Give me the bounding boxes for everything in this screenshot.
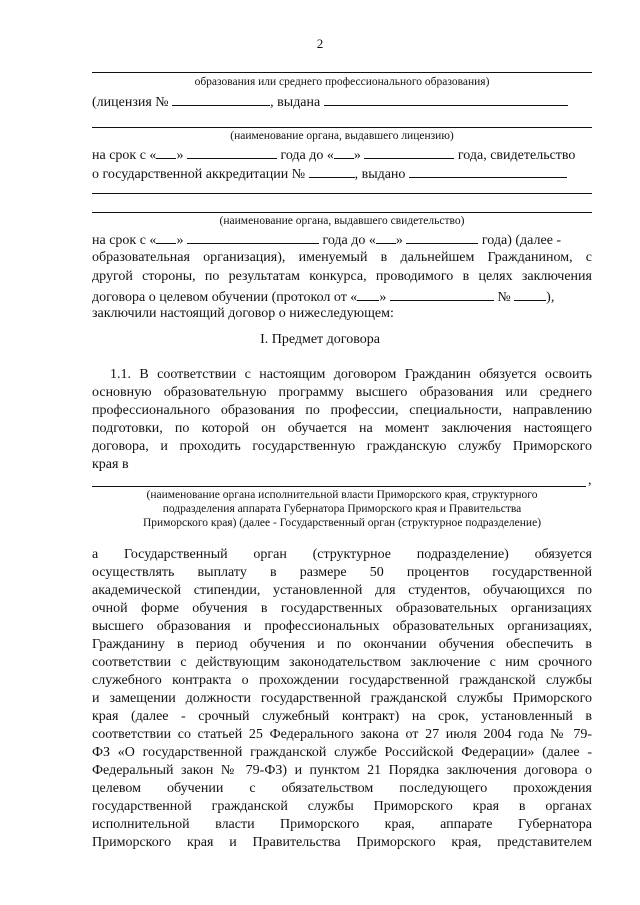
accreditation-number-field[interactable] [309, 164, 355, 178]
term-from-month-field[interactable] [187, 230, 319, 244]
caption-license-body: (наименование органа, выдавшего лицензию) [230, 130, 454, 142]
quote-close: » [176, 148, 184, 163]
term-to-label: года до « [280, 148, 334, 163]
body-line: служебного контракта о прохождении государственной гражданской службы [92, 673, 592, 688]
license-issuer-field[interactable] [324, 92, 568, 106]
body-line: ФЗ «О государственной гражданской службе Российской Федерации» (далее - [92, 745, 592, 760]
caption-authority-line: подразделения аппарата Губернатора Приморского края и Правительства [162, 503, 522, 515]
caption-authority-line: (наименование органа исполнительной власти Приморского края, структурного [146, 489, 538, 501]
body-line: целевом обучении с обязательством последующего прохождения [92, 781, 592, 796]
certificate-term-line [92, 230, 592, 250]
body-line: академической стипендии, установленной для студентов, обучающихся по [92, 583, 592, 598]
clause-line: основную образовательную программу высшего образования или среднего [92, 385, 592, 400]
body-line: высшего образования и профессиональных образовательных организациях, [92, 619, 592, 634]
clause-line-last: края в [92, 457, 129, 472]
body-line: государственной гражданской службы Приморского края в органах [92, 799, 592, 814]
accreditation-label: о государственной аккредитации № [92, 167, 306, 182]
license-issued: , выдана [270, 95, 321, 110]
term-to-month-field[interactable] [364, 145, 454, 159]
protocol-label: договора о целевом обучении (протокол от « [92, 290, 358, 305]
comma: , [588, 473, 592, 488]
quote-close: » [395, 233, 403, 248]
license-number-field[interactable] [172, 92, 270, 106]
body-line: Приморского края и Правительства Приморского края, представителем [92, 835, 592, 850]
accreditation-line [92, 164, 592, 184]
clause-line: 1.1. В соответствии с настоящим договором Гражданин обязуется освоить [110, 367, 592, 382]
body-line: Федеральный закон № 79-ФЗ) и пунктом 21 Порядка заключения договора о [92, 763, 592, 778]
term-to-month-field[interactable] [406, 230, 478, 244]
body-line: края (далее - срочный служебный контракт) на срок, установленный в [92, 709, 592, 724]
term-from-label: на срок с « [92, 148, 157, 163]
clause-line: профессионального образования по профессии, специальности, направлению [92, 403, 592, 418]
protocol-line [92, 287, 592, 307]
protocol-number-label: № [497, 290, 511, 305]
term-from-day-field[interactable] [156, 145, 176, 159]
body-line: Гражданину в период обучения и по окончании обучения обеспечить в [92, 637, 592, 652]
blank-line [92, 127, 592, 128]
body-line: исполнительной власти Приморского края, аппарате Губернатора [92, 817, 592, 832]
caption-cert-body: (наименование органа, выдавшего свидетельство) [219, 215, 465, 227]
license-prefix: (лицензия № [92, 95, 169, 110]
clause-line: подготовки, по которой он обучается на момент заключения настоящего [92, 421, 592, 436]
body-line: очной форме обучения в государственных образовательных организациях [92, 601, 592, 616]
quote-close: » [353, 148, 361, 163]
term-from-label: на срок с « [92, 233, 157, 248]
concluded-line: заключили настоящий договор о нижеследующем: [92, 306, 394, 321]
body-line: осуществлять выплату в размере 50 процентов государственной [92, 565, 592, 580]
quote-close: » [379, 290, 387, 305]
accreditation-issued: , выдано [354, 167, 406, 182]
blank-line [92, 72, 592, 73]
term-from-day-field[interactable] [156, 230, 176, 244]
body-line: соответствии с действующим законодательством заключение с ним срочного [92, 655, 592, 670]
term-to-day-field[interactable] [334, 145, 354, 159]
body-line: а Государственный орган (структурное подразделение) обязуется [92, 547, 592, 562]
clause-line: договора, и проходить государственную гражданскую службу Приморского [92, 439, 592, 454]
protocol-number-field[interactable] [514, 287, 546, 301]
caption-authority-line: Приморского края) (далее - Государственный орган (структурное подразделение) [142, 517, 542, 529]
intro-line: другой стороны, по результатам конкурса, проводимого в целях заключения [92, 269, 592, 284]
blank-line [92, 212, 592, 213]
hereinafter-label: года) (далее - [481, 233, 562, 248]
license-line [92, 92, 592, 112]
term-from-month-field[interactable] [187, 145, 277, 159]
blank-line [92, 193, 592, 194]
license-term-line [92, 145, 592, 165]
body-line: соответствии со статьей 25 Федерального закона от 27 июля 2004 года № 79- [92, 727, 592, 742]
caption-education: образования или среднего профессионального образования) [194, 76, 490, 88]
authority-blank-line[interactable] [92, 486, 586, 487]
body-line: и замещении должности государственной гражданской службы Приморского [92, 691, 592, 706]
protocol-day-field[interactable] [357, 287, 379, 301]
protocol-close: ), [546, 290, 555, 305]
term-to-day-field[interactable] [376, 230, 396, 244]
section-title: I. Предмет договора [260, 332, 380, 347]
page-number: 2 [316, 36, 324, 51]
quote-close: » [176, 233, 184, 248]
term-to-label: года до « [322, 233, 376, 248]
intro-line: образовательная организация), именуемый в дальнейшем Гражданином, с [92, 250, 592, 265]
protocol-month-field[interactable] [390, 287, 494, 301]
certificate-label: года, свидетельство [457, 148, 576, 163]
accreditation-issuer-field[interactable] [409, 164, 567, 178]
